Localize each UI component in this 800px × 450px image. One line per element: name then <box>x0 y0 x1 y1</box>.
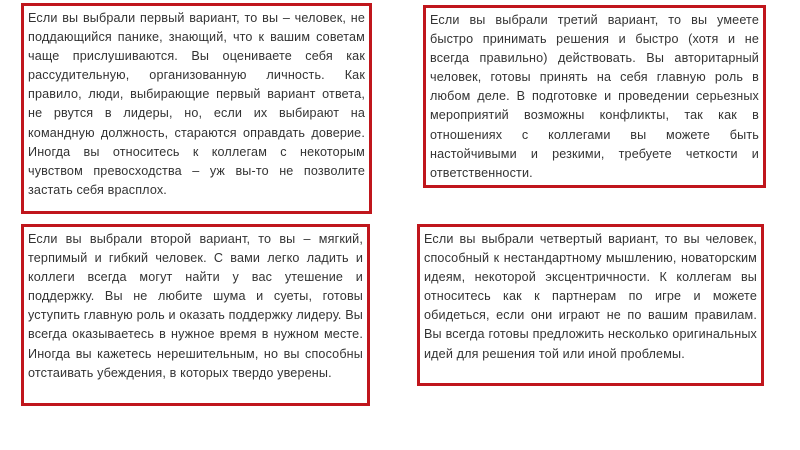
first-variant-box <box>21 3 372 214</box>
fourth-variant-text: Если вы выбрали четвертый вариант, то вы человек, способный к нестандартному мышлению, новаторским идеям, некоторой эксцентричности. К коллегам вы относитесь как к партнерам по игре и можете обидеться, если они играют не по вашим правилам. Вы всегда готовы предложить несколько оригинальных идей для решения той или иной проблемы. <box>424 232 757 361</box>
fourth-variant-box <box>417 224 764 386</box>
third-variant-text: Если вы выбрали третий вариант, то вы умеете быстро принимать решения и быстро (хотя и не всегда правильно) действовать. Вы авторитарный человек, готовы принять на себя главную роль в любом деле. В подготовке и проведении серьезных мероприятий возможны конфликты, так как в отношениях с коллегами вы можете быть настойчивыми и резкими, требуете четкости и ответственности. <box>430 13 759 180</box>
third-variant-box <box>423 5 766 188</box>
second-variant-text: Если вы выбрали второй вариант, то вы – мягкий, терпимый и гибкий человек. С вами легко ладить и коллеги всегда могут найти у вас утешение и поддержку. Вы не любите шума и суеты, готовы уступить главную роль и оказать поддержку лидеру. Вы всегда оказываетесь в нужное время в нужном месте. Иногда вы кажетесь нерешительным, но вы способны отстаивать убеждения, в которых твердо уверены. <box>28 232 363 380</box>
second-variant-box <box>21 224 370 406</box>
first-variant-text: Если вы выбрали первый вариант, то вы – человек, не поддающийся панике, знающий, что к вашим советам чаще прислушиваются. Вы оцениваете себя как рассудительную, организованную личность. Как правило, люди, выбирающие первый вариант ответа, не рвутся в лидеры, но, если их выбирают на командную должность, стараются оправдать доверие. Иногда вы относитесь к коллегам с некоторым чувством превосходства – уж вы-то не позволите застать себя врасплох. <box>28 11 365 197</box>
